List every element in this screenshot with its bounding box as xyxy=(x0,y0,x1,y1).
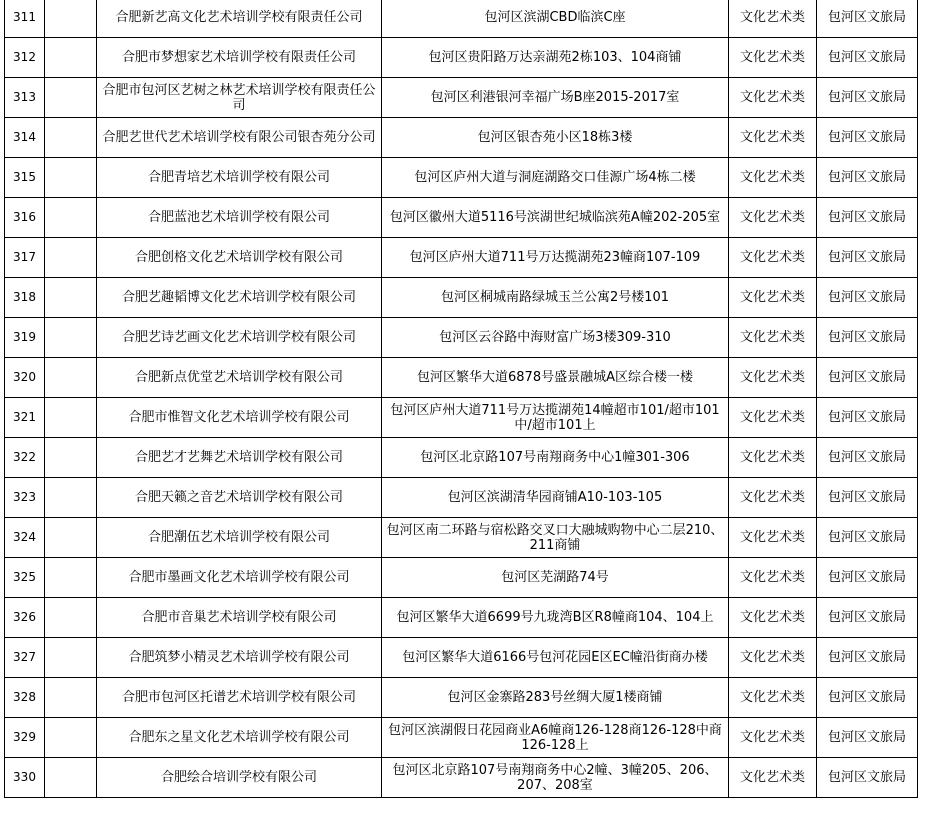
table-row xyxy=(5,598,918,638)
blank-cell xyxy=(45,678,97,718)
address-cell: 包河区金寨路283号丝绸大厦1楼商铺 xyxy=(382,678,729,718)
row-number-cell: 324 xyxy=(5,518,45,558)
row-number-cell: 320 xyxy=(5,358,45,398)
blank-cell xyxy=(45,118,97,158)
blank-cell xyxy=(45,358,97,398)
table-row xyxy=(5,118,918,158)
table-row xyxy=(5,318,918,358)
category-cell: 文化艺术类 xyxy=(729,518,817,558)
table-row xyxy=(5,38,918,78)
blank-cell xyxy=(45,158,97,198)
table-row xyxy=(5,558,918,598)
address-cell: 包河区芜湖路74号 xyxy=(382,558,729,598)
row-number-cell: 321 xyxy=(5,398,45,438)
row-number-cell: 322 xyxy=(5,438,45,478)
company-name-cell: 合肥天籁之音艺术培训学校有限公司 xyxy=(97,478,382,518)
company-name-cell: 合肥市音巢艺术培训学校有限公司 xyxy=(97,598,382,638)
blank-cell xyxy=(45,518,97,558)
row-number-cell: 326 xyxy=(5,598,45,638)
blank-cell xyxy=(45,0,97,38)
company-name-cell: 合肥筑梦小精灵艺术培训学校有限公司 xyxy=(97,638,382,678)
category-cell: 文化艺术类 xyxy=(729,78,817,118)
row-number-cell: 316 xyxy=(5,198,45,238)
address-cell: 包河区云谷路中海财富广场3楼309-310 xyxy=(382,318,729,358)
authority-cell: 包河区文旅局 xyxy=(817,398,918,438)
authority-cell: 包河区文旅局 xyxy=(817,478,918,518)
authority-cell: 包河区文旅局 xyxy=(817,238,918,278)
company-name-cell: 合肥市惟智文化艺术培训学校有限公司 xyxy=(97,398,382,438)
table-row xyxy=(5,398,918,438)
company-name-cell: 合肥东之星文化艺术培训学校有限公司 xyxy=(97,718,382,758)
blank-cell xyxy=(45,78,97,118)
table-row xyxy=(5,518,918,558)
company-name-cell: 合肥新点优堂艺术培训学校有限公司 xyxy=(97,358,382,398)
authority-cell: 包河区文旅局 xyxy=(817,78,918,118)
category-cell: 文化艺术类 xyxy=(729,398,817,438)
category-cell: 文化艺术类 xyxy=(729,158,817,198)
row-number-cell: 311 xyxy=(5,0,45,38)
blank-cell xyxy=(45,278,97,318)
category-cell: 文化艺术类 xyxy=(729,358,817,398)
address-cell: 包河区北京路107号南翔商务中心2幢、3幢205、206、207、208室 xyxy=(382,758,729,798)
registry-table xyxy=(4,0,918,798)
blank-cell xyxy=(45,318,97,358)
authority-cell: 包河区文旅局 xyxy=(817,718,918,758)
blank-cell xyxy=(45,198,97,238)
row-number-cell: 329 xyxy=(5,718,45,758)
authority-cell: 包河区文旅局 xyxy=(817,0,918,38)
category-cell: 文化艺术类 xyxy=(729,238,817,278)
company-name-cell: 合肥艺趣韬博文化艺术培训学校有限公司 xyxy=(97,278,382,318)
table-row xyxy=(5,718,918,758)
table-row xyxy=(5,438,918,478)
address-cell: 包河区北京路107号南翔商务中心1幢301-306 xyxy=(382,438,729,478)
blank-cell xyxy=(45,718,97,758)
company-name-cell: 合肥艺才艺舞艺术培训学校有限公司 xyxy=(97,438,382,478)
company-name-cell: 合肥市包河区艺树之林艺术培训学校有限责任公司 xyxy=(97,78,382,118)
address-cell: 包河区徽州大道5116号滨湖世纪城临滨苑A幢202-205室 xyxy=(382,198,729,238)
table-row xyxy=(5,0,918,38)
category-cell: 文化艺术类 xyxy=(729,638,817,678)
row-number-cell: 325 xyxy=(5,558,45,598)
table-row xyxy=(5,278,918,318)
table-row xyxy=(5,758,918,798)
company-name-cell: 合肥潮伍艺术培训学校有限公司 xyxy=(97,518,382,558)
category-cell: 文化艺术类 xyxy=(729,558,817,598)
address-cell: 包河区银杏苑小区18栋3楼 xyxy=(382,118,729,158)
address-cell: 包河区繁华大道6699号九珑湾B区R8幢商104、104上 xyxy=(382,598,729,638)
company-name-cell: 合肥艺诗艺画文化艺术培训学校有限公司 xyxy=(97,318,382,358)
blank-cell xyxy=(45,38,97,78)
row-number-cell: 314 xyxy=(5,118,45,158)
address-cell: 包河区利港银河幸福广场B座2015-2017室 xyxy=(382,78,729,118)
table-row xyxy=(5,358,918,398)
address-cell: 包河区繁华大道6166号包河花园E区EC幢沿街商办楼 xyxy=(382,638,729,678)
authority-cell: 包河区文旅局 xyxy=(817,558,918,598)
table-row xyxy=(5,638,918,678)
address-cell: 包河区滨湖CBD临滨C座 xyxy=(382,0,729,38)
row-number-cell: 318 xyxy=(5,278,45,318)
company-name-cell: 合肥绘合培训学校有限公司 xyxy=(97,758,382,798)
address-cell: 包河区庐州大道711号万达揽湖苑14幢超市101/超市101中/超市101上 xyxy=(382,398,729,438)
authority-cell: 包河区文旅局 xyxy=(817,278,918,318)
blank-cell xyxy=(45,398,97,438)
address-cell: 包河区滨湖清华园商铺A10-103-105 xyxy=(382,478,729,518)
blank-cell xyxy=(45,758,97,798)
company-name-cell: 合肥创格文化艺术培训学校有限公司 xyxy=(97,238,382,278)
category-cell: 文化艺术类 xyxy=(729,278,817,318)
category-cell: 文化艺术类 xyxy=(729,478,817,518)
authority-cell: 包河区文旅局 xyxy=(817,38,918,78)
category-cell: 文化艺术类 xyxy=(729,718,817,758)
authority-cell: 包河区文旅局 xyxy=(817,598,918,638)
address-cell: 包河区南二环路与宿松路交叉口大融城购物中心二层210、211商铺 xyxy=(382,518,729,558)
address-cell: 包河区贵阳路万达亲湖苑2栋103、104商铺 xyxy=(382,38,729,78)
category-cell: 文化艺术类 xyxy=(729,38,817,78)
category-cell: 文化艺术类 xyxy=(729,0,817,38)
authority-cell: 包河区文旅局 xyxy=(817,678,918,718)
table-row xyxy=(5,198,918,238)
row-number-cell: 330 xyxy=(5,758,45,798)
authority-cell: 包河区文旅局 xyxy=(817,198,918,238)
blank-cell xyxy=(45,438,97,478)
company-name-cell: 合肥市包河区托谱艺术培训学校有限公司 xyxy=(97,678,382,718)
table-row xyxy=(5,158,918,198)
authority-cell: 包河区文旅局 xyxy=(817,638,918,678)
address-cell: 包河区庐州大道711号万达揽湖苑23幢商107-109 xyxy=(382,238,729,278)
company-name-cell: 合肥艺世代艺术培训学校有限公司银杏苑分公司 xyxy=(97,118,382,158)
category-cell: 文化艺术类 xyxy=(729,678,817,718)
authority-cell: 包河区文旅局 xyxy=(817,318,918,358)
table-row xyxy=(5,78,918,118)
row-number-cell: 323 xyxy=(5,478,45,518)
row-number-cell: 317 xyxy=(5,238,45,278)
blank-cell xyxy=(45,638,97,678)
table-row xyxy=(5,678,918,718)
category-cell: 文化艺术类 xyxy=(729,318,817,358)
authority-cell: 包河区文旅局 xyxy=(817,518,918,558)
address-cell: 包河区滨湖假日花园商业A6幢商126-128商126-128中商126-128上 xyxy=(382,718,729,758)
category-cell: 文化艺术类 xyxy=(729,198,817,238)
table-row xyxy=(5,478,918,518)
blank-cell xyxy=(45,238,97,278)
row-number-cell: 312 xyxy=(5,38,45,78)
company-name-cell: 合肥蓝池艺术培训学校有限公司 xyxy=(97,198,382,238)
row-number-cell: 313 xyxy=(5,78,45,118)
blank-cell xyxy=(45,598,97,638)
authority-cell: 包河区文旅局 xyxy=(817,358,918,398)
company-name-cell: 合肥市墨画文化艺术培训学校有限公司 xyxy=(97,558,382,598)
table-body xyxy=(5,0,918,798)
address-cell: 包河区庐州大道与洞庭湖路交口佳源广场4栋二楼 xyxy=(382,158,729,198)
row-number-cell: 327 xyxy=(5,638,45,678)
category-cell: 文化艺术类 xyxy=(729,118,817,158)
authority-cell: 包河区文旅局 xyxy=(817,758,918,798)
authority-cell: 包河区文旅局 xyxy=(817,158,918,198)
address-cell: 包河区桐城南路绿城玉兰公寓2号楼101 xyxy=(382,278,729,318)
company-name-cell: 合肥新艺高文化艺术培训学校有限责任公司 xyxy=(97,0,382,38)
category-cell: 文化艺术类 xyxy=(729,438,817,478)
category-cell: 文化艺术类 xyxy=(729,758,817,798)
company-name-cell: 合肥市梦想家艺术培训学校有限责任公司 xyxy=(97,38,382,78)
address-cell: 包河区繁华大道6878号盛景融城A区综合楼一楼 xyxy=(382,358,729,398)
row-number-cell: 315 xyxy=(5,158,45,198)
row-number-cell: 319 xyxy=(5,318,45,358)
category-cell: 文化艺术类 xyxy=(729,598,817,638)
authority-cell: 包河区文旅局 xyxy=(817,438,918,478)
authority-cell: 包河区文旅局 xyxy=(817,118,918,158)
blank-cell xyxy=(45,558,97,598)
row-number-cell: 328 xyxy=(5,678,45,718)
table-row xyxy=(5,238,918,278)
blank-cell xyxy=(45,478,97,518)
company-name-cell: 合肥青培艺术培训学校有限公司 xyxy=(97,158,382,198)
